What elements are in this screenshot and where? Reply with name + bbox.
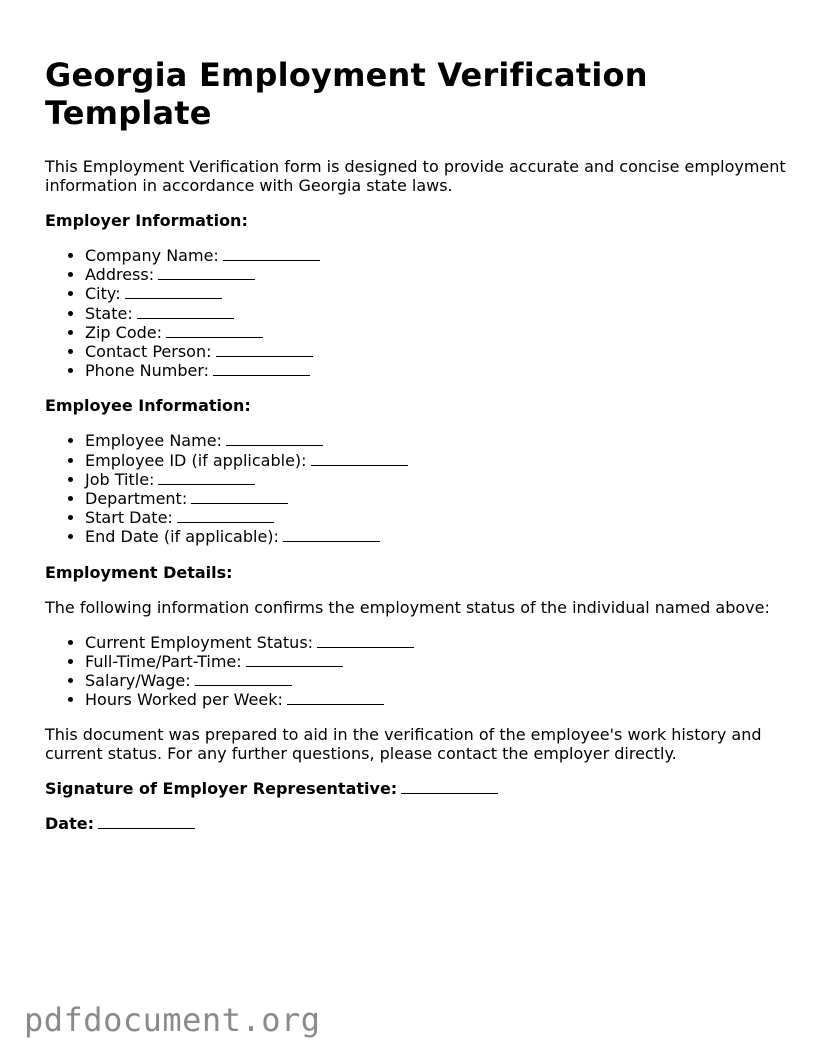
blank-field[interactable]	[177, 509, 274, 523]
blank-field[interactable]	[246, 653, 343, 667]
list-item: • Company Name:	[85, 246, 805, 265]
list-item: • State:	[85, 304, 805, 323]
list-item: • Salary/Wage:	[85, 671, 805, 690]
list-item: • Employee ID (if applicable):	[85, 451, 805, 470]
blank-field[interactable]	[125, 285, 222, 299]
details-list	[45, 633, 805, 710]
list-item: • City:	[85, 284, 805, 303]
blank-field[interactable]	[158, 266, 255, 280]
list-item: • Phone Number:	[85, 361, 805, 380]
blank-field[interactable]	[166, 324, 263, 338]
blank-field[interactable]	[226, 432, 323, 446]
date-label: Date:	[45, 814, 94, 834]
list-item: • Department:	[85, 489, 805, 508]
blank-field[interactable]	[223, 247, 320, 261]
document-page	[45, 56, 805, 849]
employee-list	[45, 431, 805, 546]
employer-heading: Employer Information:	[45, 211, 248, 230]
list-item: • Hours Worked per Week:	[85, 690, 805, 709]
blank-field[interactable]	[311, 452, 408, 466]
intro-paragraph: This Employment Verification form is designed to provide accurate and concise employment information in accordance with Georgia state laws.	[45, 157, 786, 195]
list-item: • Employee Name:	[85, 431, 805, 450]
signature-label: Signature of Employer Representative:	[45, 779, 398, 799]
date-line	[45, 814, 805, 833]
blank-field[interactable]	[137, 305, 234, 319]
closing-paragraph: This document was prepared to aid in the verification of the employee's work history and current status. For any further questions, please contact the employer directly.	[45, 725, 762, 764]
list-item: • Zip Code:	[85, 323, 805, 342]
blank-field[interactable]	[158, 471, 255, 485]
blank-field[interactable]	[216, 343, 313, 357]
list-item: • Start Date:	[85, 508, 805, 527]
blank-field[interactable]	[195, 672, 292, 686]
blank-field[interactable]	[213, 362, 310, 376]
list-item: • Job Title:	[85, 470, 805, 489]
date-field[interactable]	[98, 815, 195, 829]
signature-field[interactable]	[401, 780, 498, 794]
list-item: • End Date (if applicable):	[85, 527, 805, 546]
list-item: • Address:	[85, 265, 805, 284]
watermark: pdfdocument.org	[24, 1001, 321, 1039]
list-item: • Current Employment Status:	[85, 633, 805, 652]
list-item: • Full-Time/Part-Time:	[85, 652, 805, 671]
signature-line	[45, 779, 805, 798]
employee-heading: Employee Information:	[45, 396, 251, 416]
page-title: Georgia Employment Verification Template	[45, 56, 648, 132]
list-item: • Contact Person:	[85, 342, 805, 361]
details-heading: Employment Details:	[45, 562, 233, 582]
blank-field[interactable]	[317, 634, 414, 648]
blank-field[interactable]	[191, 490, 288, 504]
blank-field[interactable]	[287, 691, 384, 705]
blank-field[interactable]	[283, 528, 380, 542]
employer-list	[45, 246, 805, 380]
details-intro: The following information confirms the employment status of the individual named above:	[45, 597, 770, 617]
